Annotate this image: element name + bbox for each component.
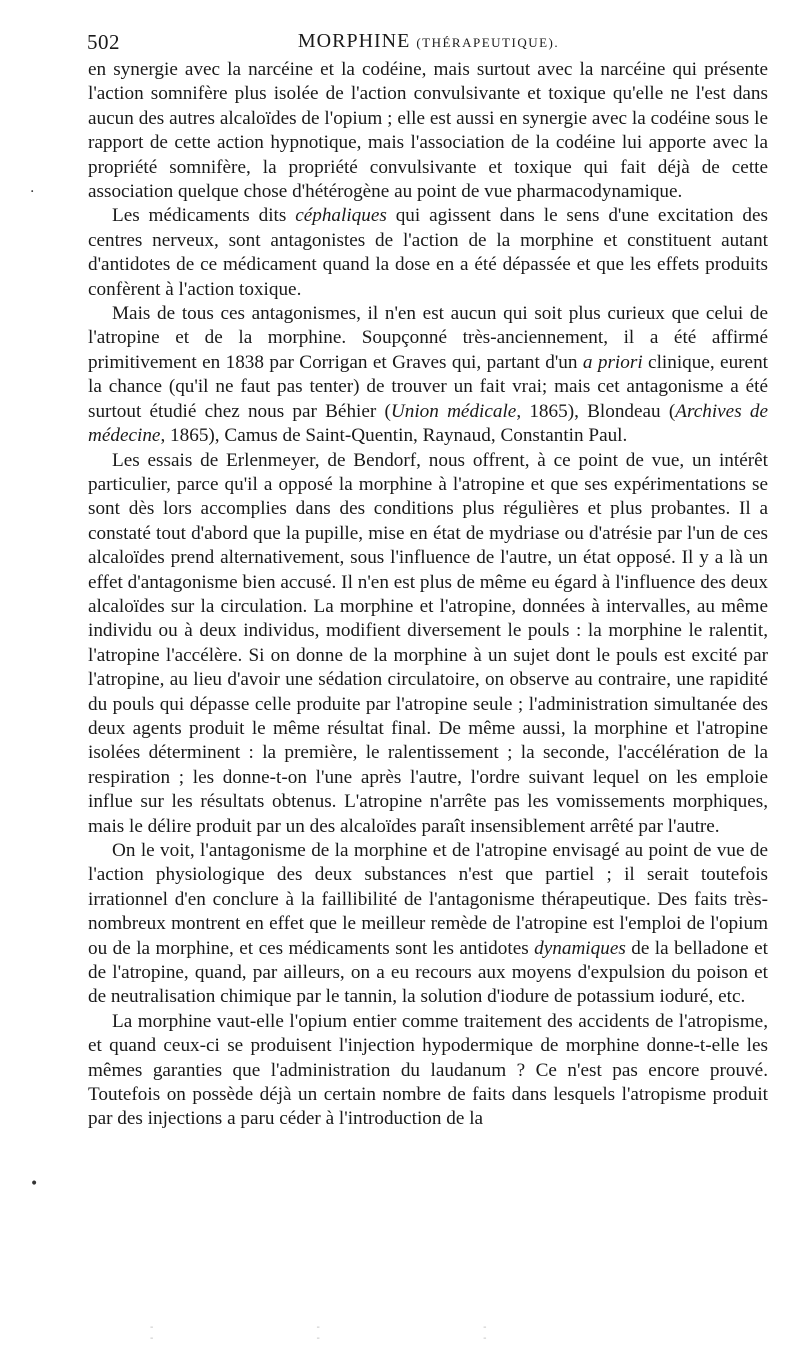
paragraph — [88, 839, 768, 1010]
running-title-main: MORPHINE — [297, 30, 411, 52]
page-number: 502 — [87, 30, 120, 54]
text-run: clinique, eurent la chance (qu'il ne faut pas tenter) de trouver un fait vrai; mais cet antagonisme a été surtout étudié chez nous par Béhier ( — [88, 351, 768, 422]
paragraph — [88, 204, 768, 302]
margin-bullet: • — [30, 1176, 39, 1192]
paragraph — [88, 1010, 768, 1132]
text-run: Les médicaments dits — [112, 205, 296, 227]
running-title-sub: (THÉRAPEUTIQUE). — [416, 35, 560, 50]
text-run: , 1865), Camus de Saint-Quentin, Raynaud, Constantin Paul. — [160, 425, 628, 447]
text-run: , 1865), Blondeau ( — [516, 400, 676, 422]
italic-text: céphaliques — [295, 205, 387, 227]
page-bottom-specks: - - - - - - — [150, 1322, 567, 1344]
italic-text: a priori — [582, 351, 643, 373]
text-run: Les essais de Erlenmeyer, de Bendorf, nous offrent, à ce point de vue, un intérêt particulier, parce qu'il a opposé la morphine à l'atropine et que ses expérimentations se sont dès lors accomplies dans des conditions plus régulières et plus probantes. Il a constaté tout d'abord que la pupille, mise en état de mydriase ou d'atrésie par l'un de ces alcaloïdes prend alternativement, sous l'influence de l'autre, un état opposé. Il y a là un effet d'antagonisme bien accusé. Il n'en est plus de même eu égard à l'influence des deux alcaloïdes sur la circulation. La morphine et l'atropine, données à intervalles, au même individu ou à deux individus, modifient diversement le pouls : la morphine le ralentit, l'atropine l'accélère. Si on donne de la morphine à un sujet dont le pouls est excité par l'atropine, au lieu d'avoir une sédation circulatoire, on observe au contraire, une rapidité du pouls qui dépasse celle produite par l'atropine seule ; l'administration simultanée des deux agents produit le même résultat final. De même aussi, la morphine et l'atropine isolées déterminent : la première, le ralentissement ; la seconde, l'accélération de la respiration ; les donne-t-on l'une après l'autre, l'ordre suivant lequel on les emploie influe sur les résultats obtenus. L'atropine n'arrête pas les vomissements morphiques, mais le délire produit par un des alcaloïdes paraît insensiblement arrêté par l'autre. — [88, 449, 768, 837]
running-title — [87, 30, 770, 53]
italic-text: Union médicale — [390, 400, 517, 422]
text-run: qui agissent dans le sens d'une excitation des centres nerveux, sont antagonistes de l'action de la morphine et constituent autant d'antidotes de ce médicament quand la dose en a été dépassée et que les effets produits confèrent à l'action toxique. — [88, 205, 768, 300]
text-run: La morphine vaut-elle l'opium entier comme traitement des accidents de l'atropisme, et quand ceux-ci se produisent l'injection hypodermique de morphine donne-t-elle les mêmes garanties que l'administration du laudanum ? Ce n'est pas encore prouvé. Toutefois on possède déjà un certain nombre de faits dans lesquels l'atropisme produit par des injections a paru céder à l'introduction de la — [88, 1010, 768, 1130]
text-run: Mais de tous ces antagonismes, il n'en est aucun qui soit plus curieux que celui de l'atropine et de la morphine. Soupçonné très-anciennement, il a été affirmé primitivement en 1838 par Corrigan et Graves qui, partant d'un — [88, 303, 768, 373]
text-run: en synergie avec la narcéine et la codéine, mais surtout avec la narcéine qui présente l'action somnifère plus isolée de l'action convulsivante et toxique qu'elle ne l'est dans aucun des autres alcaloïdes de l'opium ; elle est aussi en synergie avec la codéine sous le rapport de cette action hypnotique, mais l'association de la codéine lui apporte avec la propriété somnifère, la propriété convulsivante et toxique qui fait déjà de cette association quelque chose d'hétérogène au point de vue pharmacodynamique. — [88, 59, 768, 203]
text-run: On le voit, l'antagonisme de la morphine et de l'atropine envisagé au point de vue de l'action physiologique des deux substances n'est que partiel ; il serait toutefois irrationnel d'en conclure à la faillibilité de l'antagonisme thérapeutique. Des faits très-nombreux montrent en effet que le meilleur remède de l'atropine est l'emploi de l'opium ou de la morphine, et ces médicaments sont les antidotes — [88, 840, 768, 959]
text-run: de la belladone et de l'atropine, quand, par ailleurs, on a eu recours aux moyens d'expulsion du poison et de neutralisation chimique par le tannin, la solution d'iodure de potassium ioduré, etc. — [88, 937, 768, 1008]
paragraph — [88, 58, 768, 204]
margin-dot: · — [30, 184, 35, 200]
italic-text: Archives de médecine — [88, 400, 768, 447]
paragraph — [88, 302, 768, 448]
italic-text: dynamiques — [534, 937, 626, 959]
running-header — [87, 30, 770, 56]
body-text — [88, 58, 768, 1132]
paragraph — [88, 449, 768, 840]
